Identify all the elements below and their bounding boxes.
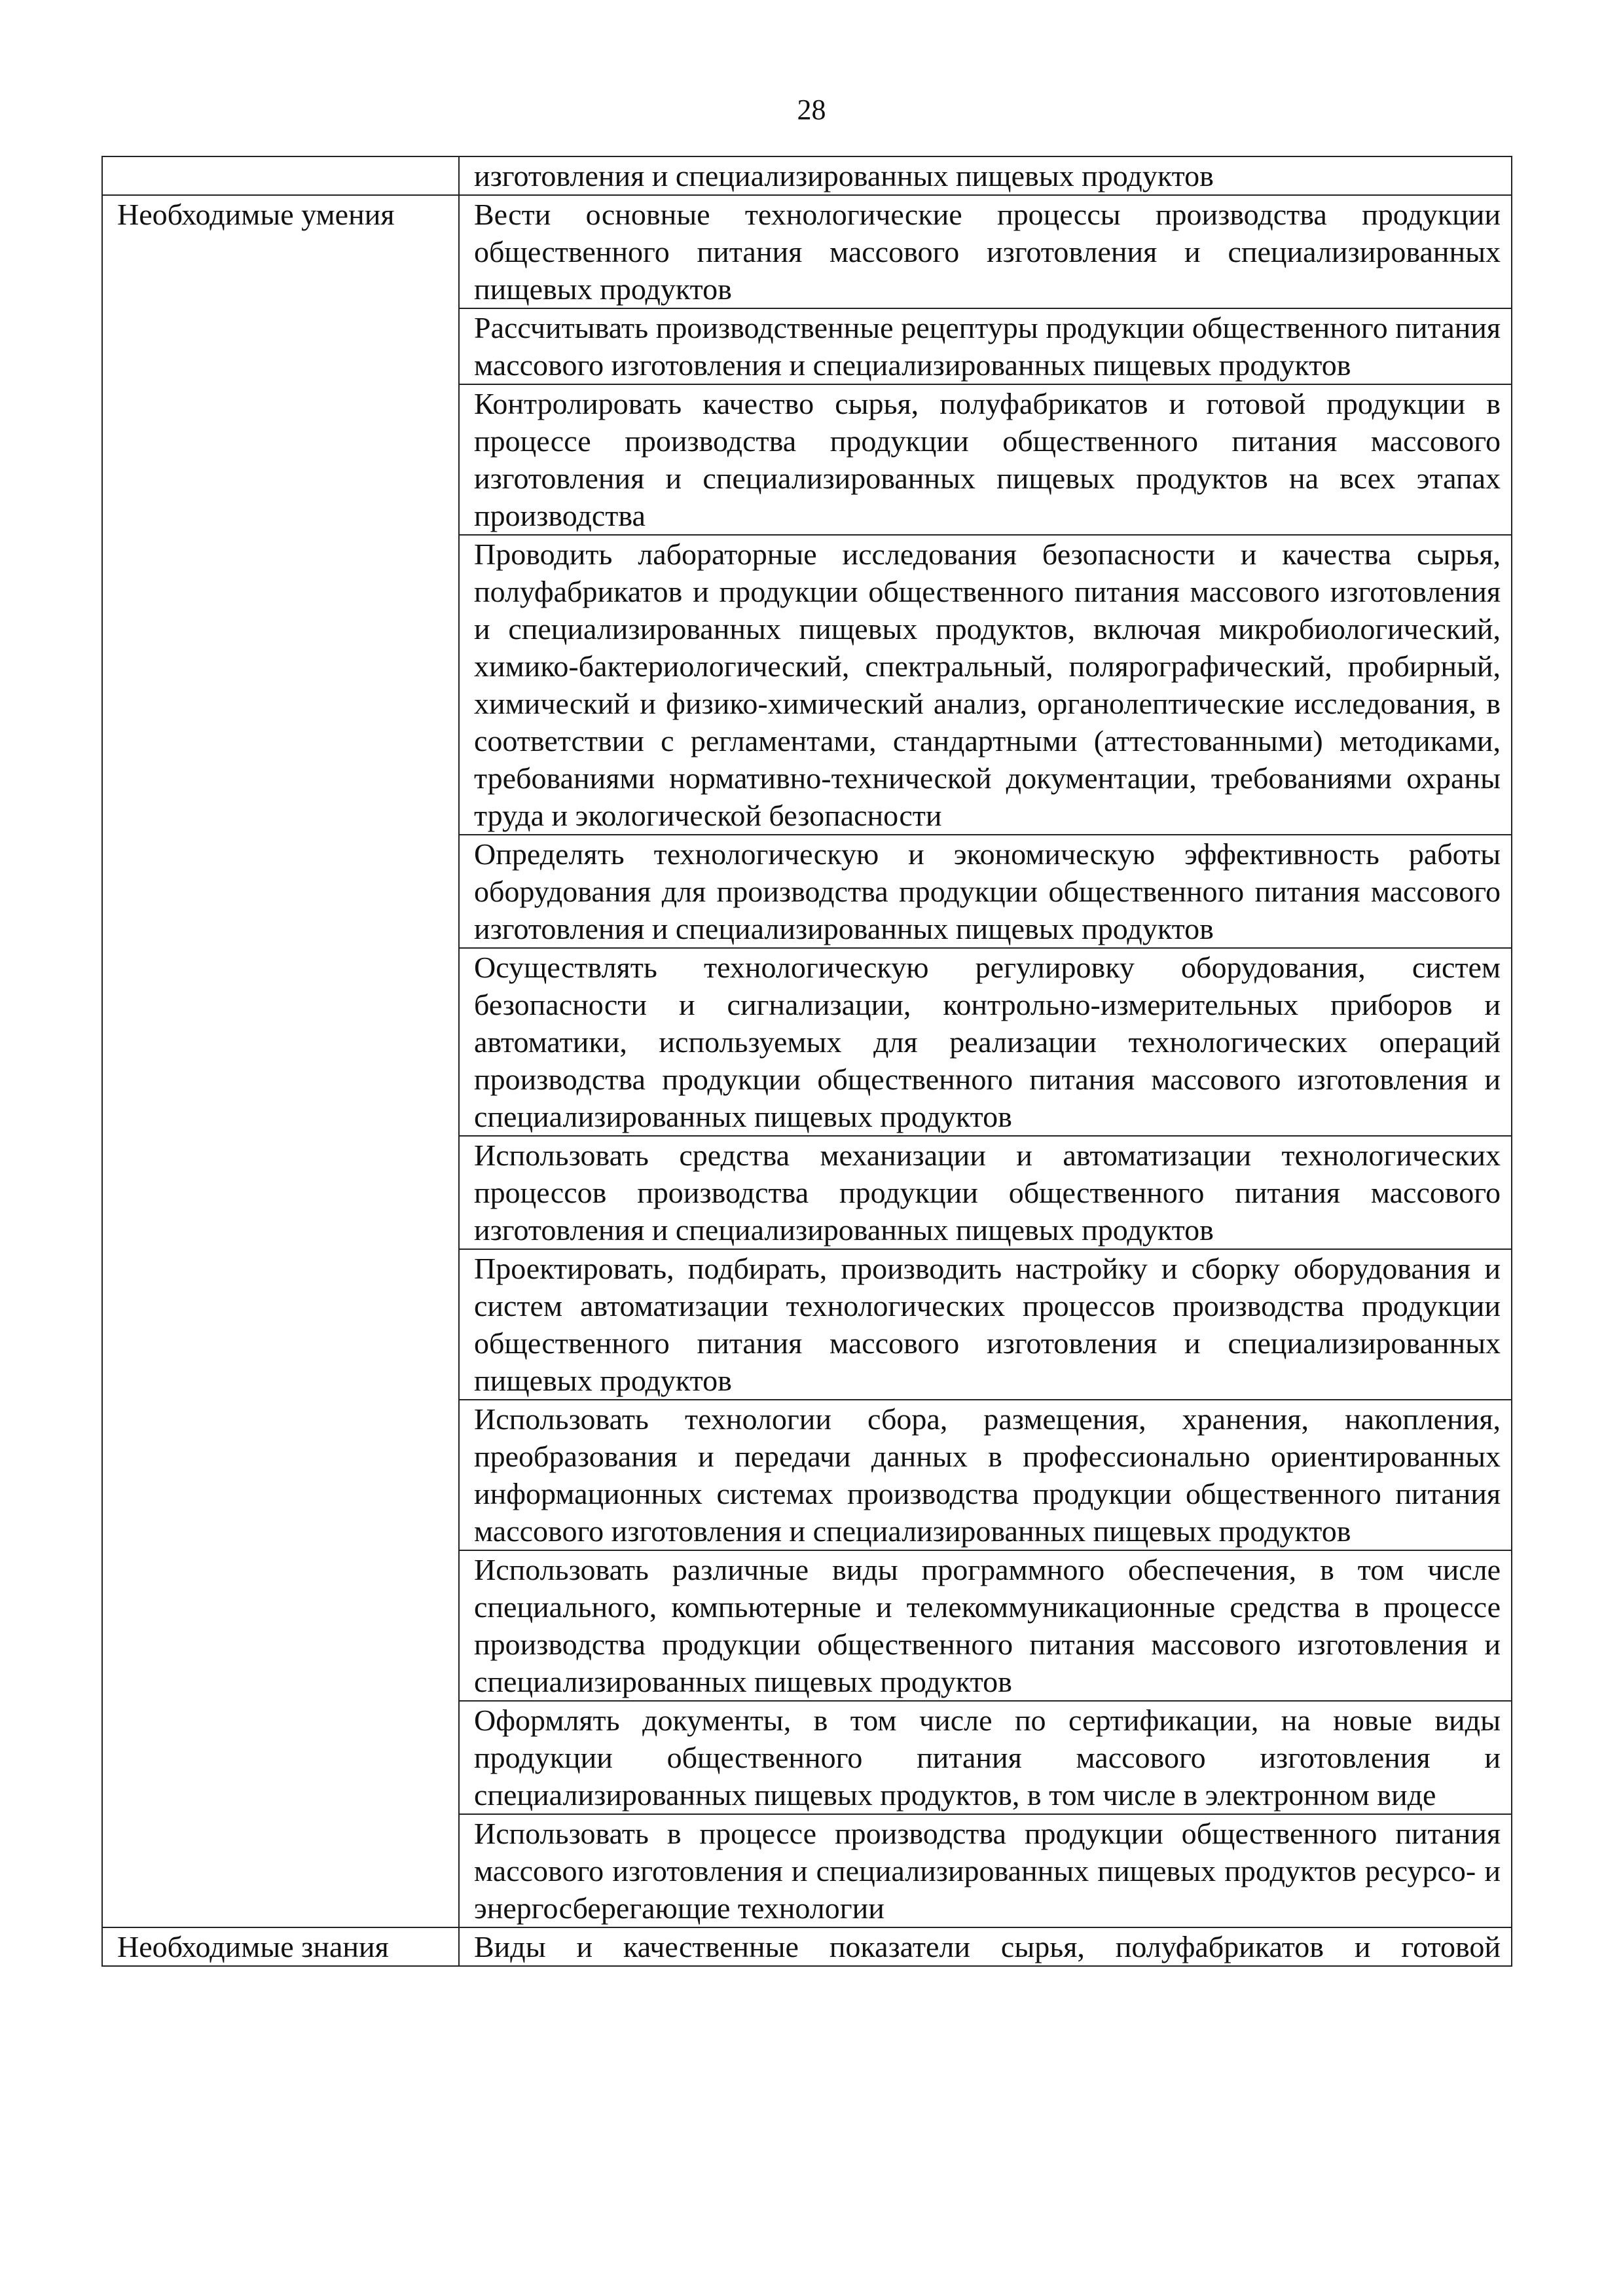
- skill-text: Оформлять документы, в том числе по сертификации, на новые виды продукции общественного питания массового изготовления и специализированных пищевых продуктов, в том числе в электронном виде: [474, 1704, 1501, 1812]
- knowledge-text: Виды и качественные показатели сырья, полуфабрикатов и готовой: [474, 1930, 1501, 1963]
- skill-cell: [459, 308, 1512, 384]
- table-row-continuation: [102, 156, 1512, 195]
- skill-cell: [459, 384, 1512, 535]
- cell-text: изготовления и специализированных пищевых продуктов: [474, 159, 1214, 192]
- skill-text: Использовать средства механизации и автоматизации технологических процессов производства продукции общественного питания массового изготовления и специализированных пищевых продуктов: [474, 1139, 1501, 1247]
- skill-cell: [459, 195, 1512, 308]
- skill-text: Использовать в процессе производства продукции общественного питания массового изготовления и специализированных пищевых продуктов ресурсо- и энергосберегающие технологии: [474, 1817, 1501, 1925]
- skill-cell: [459, 1249, 1512, 1400]
- skill-cell: [459, 835, 1512, 948]
- skill-text: Использовать технологии сбора, размещения, хранения, накопления, преобразования и передачи данных в профессионально ориентированных информационных системах производства продукции общественного питания массового изготовления и специализированных пищевых продуктов: [474, 1402, 1501, 1548]
- skills-label: Необходимые умения: [117, 198, 395, 231]
- skill-text: Контролировать качество сырья, полуфабрикатов и готовой продукции в процессе производства продукции общественного питания массового изготовления и специализированных пищевых продуктов на всех этапах производства: [474, 387, 1501, 532]
- skill-cell: [459, 1550, 1512, 1701]
- skill-text: Осуществлять технологическую регулировку оборудования, систем безопасности и сигнализации, контрольно-измерительных приборов и автоматики, используемых для реализации технологических операций производства продукции общественного питания массового изготовления и специализированных пищевых продуктов: [474, 951, 1501, 1133]
- skill-cell: [459, 1400, 1512, 1550]
- skill-text: Определять технологическую и экономическую эффективность работы оборудования для производства продукции общественного питания массового изготовления и специализированных пищевых продуктов: [474, 837, 1501, 945]
- skill-text: Вести основные технологические процессы производства продукции общественного питания массового изготовления и специализированных пищевых продуктов: [474, 198, 1501, 306]
- knowledge-label-cell: [102, 1927, 459, 1966]
- continuation-cell: [459, 156, 1512, 195]
- skill-text: Рассчитывать производственные рецептуры продукции общественного питания массового изготовления и специализированных пищевых продуктов: [474, 311, 1501, 382]
- skill-text: Проводить лабораторные исследования безопасности и качества сырья, полуфабрикатов и продукции общественного питания массового изготовления и специализированных пищевых продуктов, включая микробиологический, химико-бактериологический, спектральный, полярографический, пробирный, химический и физико-химический анализ, органолептические исследования, в соответствии с регламентами, стандартными (аттестованными) методиками, требованиями нормативно-технической документации, требованиями охраны труда и экологической безопасности: [474, 538, 1501, 832]
- knowledge-label: Необходимые знания: [117, 1930, 389, 1963]
- skill-text: Проектировать, подбирать, производить настройку и сборку оборудования и систем автоматизации технологических процессов производства продукции общественного питания массового изготовления и специализированных пищевых продуктов: [474, 1252, 1501, 1397]
- page-number: 28: [797, 94, 826, 126]
- table-row: [102, 1927, 1512, 1966]
- skill-cell: [459, 948, 1512, 1136]
- skill-text: Использовать различные виды программного обеспечения, в том числе специального, компьютерные и телекоммуникационные средства в процессе производства продукции общественного питания массового изготовления и специализированных пищевых продуктов: [474, 1553, 1501, 1698]
- skill-cell: [459, 535, 1512, 835]
- skills-label-cell: [102, 195, 459, 1927]
- empty-label-cell: [102, 156, 459, 195]
- skill-cell: [459, 1136, 1512, 1249]
- knowledge-cell: [459, 1927, 1512, 1966]
- skill-cell: [459, 1814, 1512, 1927]
- table-row: [102, 195, 1512, 308]
- skill-cell: [459, 1701, 1512, 1814]
- requirements-table: [101, 156, 1512, 1967]
